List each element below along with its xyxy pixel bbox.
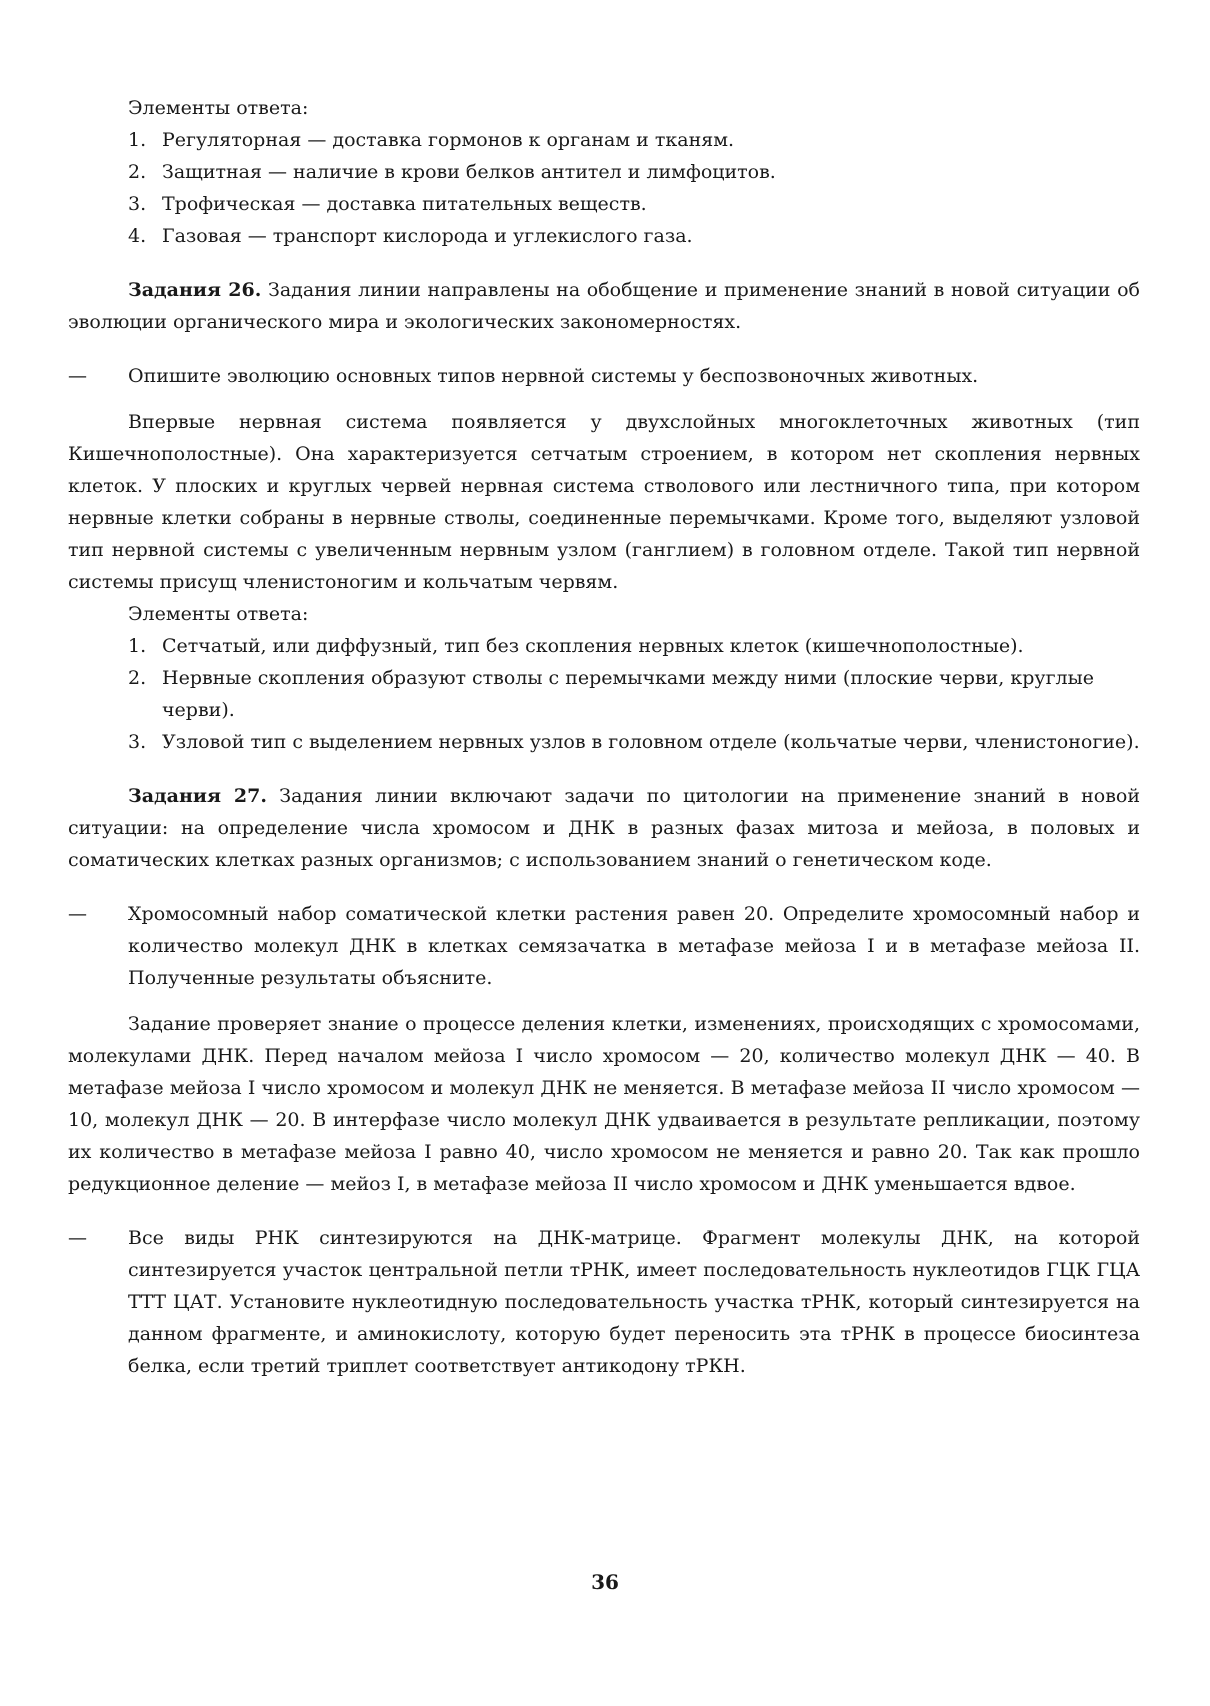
list-item	[68, 188, 1140, 220]
dash-marker: —	[68, 1227, 87, 1249]
answer-elements-label: Элементы ответа:	[128, 603, 309, 625]
section-26-heading: Задания 26.	[128, 279, 262, 301]
dash-marker: —	[68, 365, 87, 387]
section-27-intro	[68, 780, 1140, 876]
answer-elements-list	[68, 124, 1140, 252]
question-text: Опишите эволюцию основных типов нервной системы у беспозвоночных животных.	[128, 365, 979, 387]
item-text: Газовая — транспорт кислорода и углекислого газа.	[162, 225, 693, 247]
item-number: 3.	[128, 731, 147, 753]
item-text: Защитная — наличие в крови белков антител и лимфоцитов.	[162, 161, 776, 183]
item-text: Регуляторная — доставка гормонов к органам и тканям.	[162, 129, 735, 151]
list-item	[68, 124, 1140, 156]
task-27a-question	[68, 898, 1140, 994]
list-item	[68, 220, 1140, 252]
item-text: Узловой тип с выделением нервных узлов в головном отделе (кольчатые черви, членистоногие).	[162, 731, 1140, 753]
page-number: 36	[591, 1570, 619, 1594]
task-26-question	[68, 360, 1140, 392]
list-item	[68, 156, 1140, 188]
item-number: 2.	[128, 161, 147, 183]
answer-elements-label: Элементы ответа:	[128, 97, 309, 119]
task-27b-question	[68, 1222, 1140, 1382]
task-26-answer: Впервые нервная система появляется у двухслойных многоклеточных животных (тип Кишечнополостные). Она характеризуется сетчатым строением, в котором нет скопления нервных клеток. У плоских и круглых червей нервная система стволового или лестничного типа, при котором нервные клетки собраны в нервные стволы, соединенные перемычками. Кроме того, выделяют узловой тип нервной системы с увеличенным нервным узлом (ганглием) в головном отделе. Такой тип нервной системы присущ членистоногим и кольчатым червям.	[68, 411, 1140, 593]
section-26-text: Задания линии направлены на обобщение и применение знаний в новой ситуации об эволюции органического мира и экологических закономерностях.	[68, 279, 1140, 333]
question-text: Хромосомный набор соматической клетки растения равен 20. Определите хромосомный набор и количество молекул ДНК в клетках семязачатка в метафазе мейоза I и в метафазе мейоза II. Полученные результаты объясните.	[128, 903, 1140, 989]
page-content	[68, 92, 1140, 1382]
section-27-text: Задания линии включают задачи по цитологии на применение знаний в новой ситуации: на определение числа хромосом и ДНК в разных фазах митоза и мейоза, в половых и соматических клетках разных организмов; с использованием знаний о генетическом коде.	[68, 785, 1140, 871]
dash-marker: —	[68, 903, 87, 925]
item-number: 4.	[128, 225, 147, 247]
section-26-intro	[68, 274, 1140, 338]
section-27-heading: Задания 27.	[128, 785, 267, 807]
list-item	[68, 726, 1140, 758]
item-number: 3.	[128, 193, 147, 215]
item-number: 2.	[128, 667, 147, 689]
item-number: 1.	[128, 129, 147, 151]
task-27a-answer: Задание проверяет знание о процессе деления клетки, изменениях, происходящих с хромосомами, молекулами ДНК. Перед началом мейоза I число хромосом — 20, количество молекул ДНК — 40. В метафазе мейоза I число хромосом и молекул ДНК не меняется. В метафазе мейоза II число хромосом — 10, молекул ДНК — 20. В интерфазе число молекул ДНК удваивается в результате репликации, поэтому их количество в метафазе мейоза I равно 40, число хромосом не меняется и равно 20. Так как прошло редукционное деление — мейоз I, в метафазе мейоза II число хромосом и ДНК уменьшается вдвое.	[68, 1013, 1140, 1195]
item-number: 1.	[128, 635, 147, 657]
item-text: Нервные скопления образуют стволы с перемычками между ними (плоские черви, круглые черви).	[162, 667, 1094, 721]
item-text: Трофическая — доставка питательных веществ.	[162, 193, 647, 215]
item-text: Сетчатый, или диффузный, тип без скопления нервных клеток (кишечнополостные).	[162, 635, 1024, 657]
task-26-answer-elements	[68, 630, 1140, 758]
list-item	[68, 630, 1140, 662]
list-item	[68, 662, 1140, 726]
question-text: Все виды РНК синтезируются на ДНК-матрице. Фрагмент молекулы ДНК, на которой синтезируется участок центральной петли тРНК, имеет последовательность нуклеотидов ГЦК ГЦА ТТТ ЦАТ. Установите нуклеотидную последовательность участка тРНК, который синтезируется на данном фрагменте, и аминокислоту, которую будет переносить эта тРНК в процессе биосинтеза белка, если третий триплет соответствует антикодону тРКН.	[128, 1227, 1140, 1377]
